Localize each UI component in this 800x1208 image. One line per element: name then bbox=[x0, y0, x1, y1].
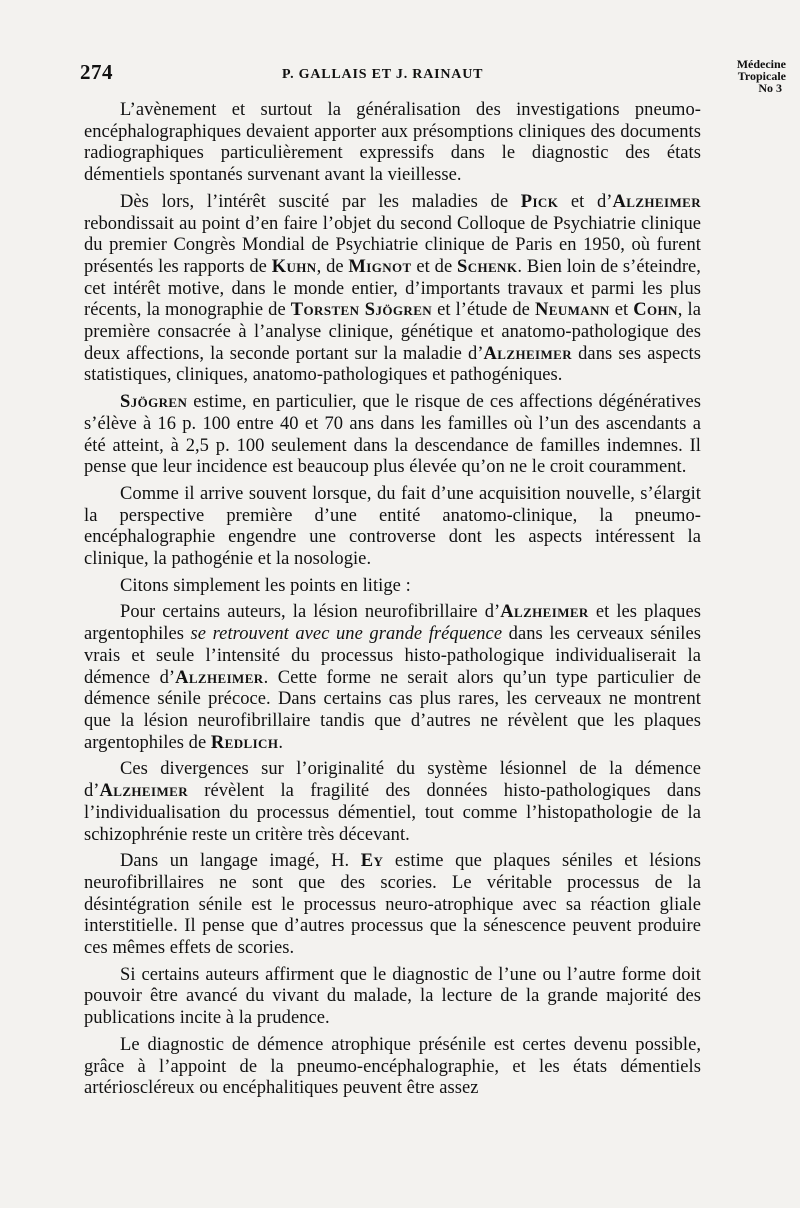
author-name: Alzheimer bbox=[175, 667, 264, 688]
italic-emphasis: se retrouvent avec une grande fréquence bbox=[190, 624, 503, 645]
text-run: Pour certains auteurs, la lésion neurofibrillaire d’ bbox=[120, 602, 501, 623]
paragraph-3 bbox=[84, 392, 701, 479]
body-text bbox=[84, 100, 701, 1105]
text-run: estime que plaques séniles et lésions neurofibrillaires ne sont que des scories. Le véritable processus de la désintégration sénile est le processus neuro-atrophique avec sa réaction gliale interstitielle. Il pense que d’autres processus que la sénescence peuvent produire ces mêmes effets de scories. bbox=[84, 851, 701, 959]
journal-tag-line2: Tropicale bbox=[737, 69, 786, 83]
text-run: . Bien loin de s’éteindre, cet intérêt motive, dans le monde entier, d’importants travaux et parmi les plus récents, la monographie de bbox=[84, 256, 701, 321]
text-run: dans les cerveaux séniles vrais et seule l’intensité du processus histo-pathologique individualiserait la démence d’ bbox=[84, 624, 701, 688]
text-run: et les plaques argentophiles bbox=[84, 602, 701, 645]
text-run: révèlent la fragilité des données histo-pathologiques dans l’individualisation du processus démentiel, tout comme l’histopathologie de la schizophrénie reste un critère très décevant. bbox=[84, 781, 701, 845]
text-run: dans ses aspects statistiques, cliniques, anatomo-pathologiques et pathogéniques. bbox=[84, 343, 701, 386]
text-run: , de bbox=[316, 256, 349, 277]
author-name: Pick bbox=[520, 191, 559, 212]
text-run: et d’ bbox=[558, 191, 613, 212]
paragraph-4: Comme il arrive souvent lorsque, du fait d’une acquisition nouvelle, s’élargit la perspective première d’une entité anatomo-clinique, la pneumo-encéphalographie engendre une controverse dont les aspects intéressent la clinique, la pathogénie et la nosologie. bbox=[84, 483, 701, 570]
author-name: Alzheimer bbox=[500, 602, 589, 623]
text-run: . bbox=[278, 732, 284, 753]
author-name: Alzheimer bbox=[483, 343, 573, 364]
text-run: , la première consacrée à l’analyse clinique, génétique et anatomo-pathologique des deux affections, la seconde portant sur la maladie d’ bbox=[84, 300, 701, 364]
paragraph-2 bbox=[84, 192, 701, 387]
author-name: Redlich bbox=[210, 732, 279, 753]
author-name: Torsten Sjögren bbox=[290, 300, 433, 321]
author-name: Mignot bbox=[348, 256, 412, 277]
paragraph-1: L’avènement et surtout la généralisation des investigations pneumo-encéphalographiques devaient apporter aux présomptions cliniques des documents radiographiques particulièrement expressifs dans le diagnostic des états démentiels spontanés survenant avant la vieillesse. bbox=[84, 100, 701, 186]
paragraph-10: Le diagnostic de démence atrophique présénile est certes devenu possible, grâce à l’appoint de la pneumo-encéphalographie, et les états démentiels artérioscléreux ou encéphalitiques peuvent être assez bbox=[84, 1034, 701, 1099]
paragraph-7 bbox=[84, 759, 701, 846]
paragraph-9: Si certains auteurs affirment que le diagnostic de l’une ou l’autre forme doit pouvoir être avancé du vivant du malade, la lecture de la grande majorité des publications incite à la prudence. bbox=[84, 964, 701, 1029]
running-title: P. GALLAIS ET J. RAINAUT bbox=[282, 67, 484, 82]
author-name: Alzheimer bbox=[99, 781, 188, 802]
author-name: Ey bbox=[360, 851, 384, 872]
text-run: . Cette forme ne serait alors qu’un type particulier de démence sénile précoce. Dans certains cas plus rares, les cerveaux ne montrent que la lésion neurofibrillaire tandis que d’autres ne révèlent que les plaques argentophiles de bbox=[84, 667, 701, 753]
text-run: Ces divergences sur l’originalité du système lésionnel de la démence d’ bbox=[84, 759, 701, 802]
journal-tag-issue: No 3 bbox=[758, 81, 782, 95]
text-run: et l’étude de bbox=[432, 300, 535, 321]
author-name: Cohn bbox=[633, 300, 678, 321]
author-name: Neumann bbox=[535, 300, 610, 321]
text-run: Dans un langage imagé, H. bbox=[120, 851, 361, 872]
journal-tag-line1: Médecine bbox=[736, 57, 786, 71]
author-name: Kuhn bbox=[271, 256, 317, 277]
text-run: et bbox=[609, 300, 634, 321]
text-run: rebondissait au point d’en faire l’objet du second Colloque de Psychiatrie clinique du premier Congrès Mondial de Psychiatrie clinique de Paris en 1950, où furent présentés les rapports de bbox=[84, 213, 701, 277]
text-run: Dès lors, l’intérêt suscité par les maladies de bbox=[120, 191, 521, 212]
author-name: Alzheimer bbox=[612, 191, 701, 212]
paragraph-8 bbox=[84, 851, 701, 960]
text-run: et de bbox=[411, 256, 457, 277]
page-number: 274 bbox=[80, 60, 113, 84]
author-name: Sjögren bbox=[120, 392, 188, 413]
text-run: estime, en particulier, que le risque de ces affections dégénératives s’élève à 16 p. 100 entre 40 et 70 ans dans les familles où l’un des ascendants a été atteint, à 2,5 p. 100 seulement dans la descendance de familles indemnes. Il pense que leur incidence est beaucoup plus élevée qu’on ne le croit couramment. bbox=[84, 392, 701, 478]
paragraph-6 bbox=[84, 602, 701, 754]
journal-tag bbox=[737, 58, 786, 94]
author-name: Schenk bbox=[457, 256, 518, 277]
paragraph-5: Citons simplement les points en litige : bbox=[120, 575, 411, 596]
